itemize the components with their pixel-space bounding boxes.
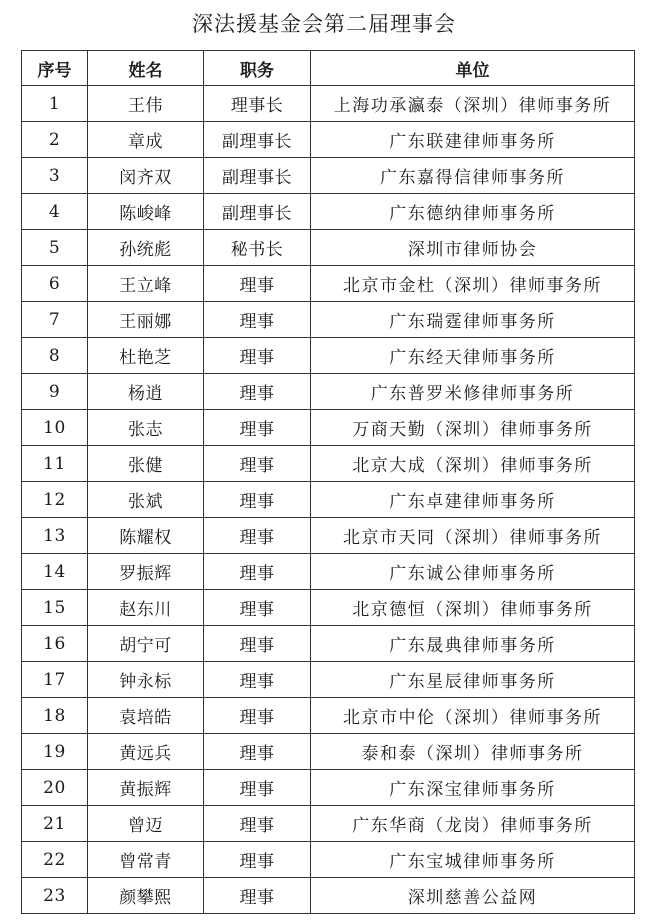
table-row: [22, 806, 635, 842]
cell-index: 17: [22, 662, 88, 698]
table-row: [22, 122, 635, 158]
cell-name: 陈耀权: [88, 518, 204, 554]
cell-position: 副理事长: [204, 122, 311, 158]
cell-index: 3: [22, 158, 88, 194]
cell-index: 8: [22, 338, 88, 374]
cell-unit: 广东星辰律师事务所: [311, 662, 635, 698]
cell-position: 理事: [204, 842, 311, 878]
cell-name: 孙统彪: [88, 230, 204, 266]
cell-index: 15: [22, 590, 88, 626]
table-row: [22, 482, 635, 518]
cell-index: 18: [22, 698, 88, 734]
cell-position: 理事: [204, 626, 311, 662]
cell-unit: 北京大成（深圳）律师事务所: [311, 446, 635, 482]
cell-index: 13: [22, 518, 88, 554]
cell-name: 曾迈: [88, 806, 204, 842]
table-row: [22, 626, 635, 662]
cell-name: 章成: [88, 122, 204, 158]
cell-position: 理事: [204, 806, 311, 842]
cell-name: 王伟: [88, 86, 204, 122]
header-position: 职务: [204, 51, 311, 86]
table-row: [22, 842, 635, 878]
cell-index: 10: [22, 410, 88, 446]
cell-unit: 广东经天律师事务所: [311, 338, 635, 374]
cell-position: 秘书长: [204, 230, 311, 266]
cell-index: 7: [22, 302, 88, 338]
cell-index: 19: [22, 734, 88, 770]
table-row: [22, 230, 635, 266]
cell-index: 14: [22, 554, 88, 590]
table-row: [22, 338, 635, 374]
board-members-table: [21, 50, 635, 914]
cell-position: 理事: [204, 554, 311, 590]
cell-unit: 广东晟典律师事务所: [311, 626, 635, 662]
header-name: 姓名: [88, 51, 204, 86]
table-row: [22, 86, 635, 122]
table-row: [22, 302, 635, 338]
cell-name: 袁培皓: [88, 698, 204, 734]
cell-position: 理事: [204, 266, 311, 302]
cell-name: 曾常青: [88, 842, 204, 878]
cell-position: 理事: [204, 878, 311, 914]
table-row: [22, 266, 635, 302]
cell-position: 理事: [204, 590, 311, 626]
table-row: [22, 374, 635, 410]
cell-index: 5: [22, 230, 88, 266]
cell-unit: 万商天勤（深圳）律师事务所: [311, 410, 635, 446]
cell-index: 20: [22, 770, 88, 806]
cell-index: 6: [22, 266, 88, 302]
cell-index: 23: [22, 878, 88, 914]
cell-index: 1: [22, 86, 88, 122]
cell-unit: 泰和泰（深圳）律师事务所: [311, 734, 635, 770]
cell-position: 理事: [204, 374, 311, 410]
cell-unit: 深圳慈善公益网: [311, 878, 635, 914]
cell-name: 张健: [88, 446, 204, 482]
cell-unit: 北京市中伦（深圳）律师事务所: [311, 698, 635, 734]
cell-position: 理事: [204, 302, 311, 338]
table-row: [22, 158, 635, 194]
cell-name: 罗振辉: [88, 554, 204, 590]
cell-name: 钟永标: [88, 662, 204, 698]
cell-name: 张志: [88, 410, 204, 446]
cell-position: 理事: [204, 446, 311, 482]
cell-position: 理事: [204, 770, 311, 806]
table-row: [22, 662, 635, 698]
table-row: [22, 446, 635, 482]
cell-name: 颜攀熙: [88, 878, 204, 914]
cell-index: 21: [22, 806, 88, 842]
cell-position: 理事: [204, 662, 311, 698]
header-index: 序号: [22, 51, 88, 86]
cell-unit: 广东华商（龙岗）律师事务所: [311, 806, 635, 842]
cell-unit: 广东嘉得信律师事务所: [311, 158, 635, 194]
cell-name: 杨逍: [88, 374, 204, 410]
cell-index: 11: [22, 446, 88, 482]
cell-unit: 广东宝城律师事务所: [311, 842, 635, 878]
cell-unit: 广东德纳律师事务所: [311, 194, 635, 230]
cell-unit: 广东瑞霆律师事务所: [311, 302, 635, 338]
cell-unit: 广东诚公律师事务所: [311, 554, 635, 590]
cell-index: 16: [22, 626, 88, 662]
cell-index: 12: [22, 482, 88, 518]
cell-position: 理事: [204, 734, 311, 770]
cell-position: 理事: [204, 518, 311, 554]
table-row: [22, 878, 635, 914]
header-unit: 单位: [311, 51, 635, 86]
cell-position: 理事: [204, 410, 311, 446]
table-row: [22, 194, 635, 230]
cell-name: 王立峰: [88, 266, 204, 302]
cell-index: 22: [22, 842, 88, 878]
cell-name: 胡宁可: [88, 626, 204, 662]
cell-unit: 深圳市律师协会: [311, 230, 635, 266]
table-body: [22, 86, 635, 914]
cell-index: 4: [22, 194, 88, 230]
cell-position: 理事长: [204, 86, 311, 122]
cell-position: 理事: [204, 482, 311, 518]
cell-name: 张斌: [88, 482, 204, 518]
cell-unit: 上海功承瀛泰（深圳）律师事务所: [311, 86, 635, 122]
cell-position: 理事: [204, 698, 311, 734]
cell-unit: 北京市天同（深圳）律师事务所: [311, 518, 635, 554]
cell-index: 2: [22, 122, 88, 158]
table-header-row: [22, 51, 635, 86]
cell-position: 副理事长: [204, 194, 311, 230]
table-row: [22, 410, 635, 446]
cell-name: 黄远兵: [88, 734, 204, 770]
table-row: [22, 698, 635, 734]
cell-name: 陈峻峰: [88, 194, 204, 230]
cell-position: 理事: [204, 338, 311, 374]
cell-unit: 北京市金杜（深圳）律师事务所: [311, 266, 635, 302]
table-row: [22, 554, 635, 590]
cell-unit: 广东联建律师事务所: [311, 122, 635, 158]
table-row: [22, 518, 635, 554]
table-row: [22, 590, 635, 626]
cell-name: 黄振辉: [88, 770, 204, 806]
table-row: [22, 734, 635, 770]
cell-index: 9: [22, 374, 88, 410]
cell-position: 副理事长: [204, 158, 311, 194]
cell-name: 杜艳芝: [88, 338, 204, 374]
cell-unit: 广东深宝律师事务所: [311, 770, 635, 806]
table-row: [22, 770, 635, 806]
cell-name: 闵齐双: [88, 158, 204, 194]
document-title: 深法援基金会第二届理事会: [192, 12, 456, 36]
cell-unit: 广东卓建律师事务所: [311, 482, 635, 518]
cell-unit: 北京德恒（深圳）律师事务所: [311, 590, 635, 626]
cell-name: 王丽娜: [88, 302, 204, 338]
cell-unit: 广东普罗米修律师事务所: [311, 374, 635, 410]
cell-name: 赵东川: [88, 590, 204, 626]
